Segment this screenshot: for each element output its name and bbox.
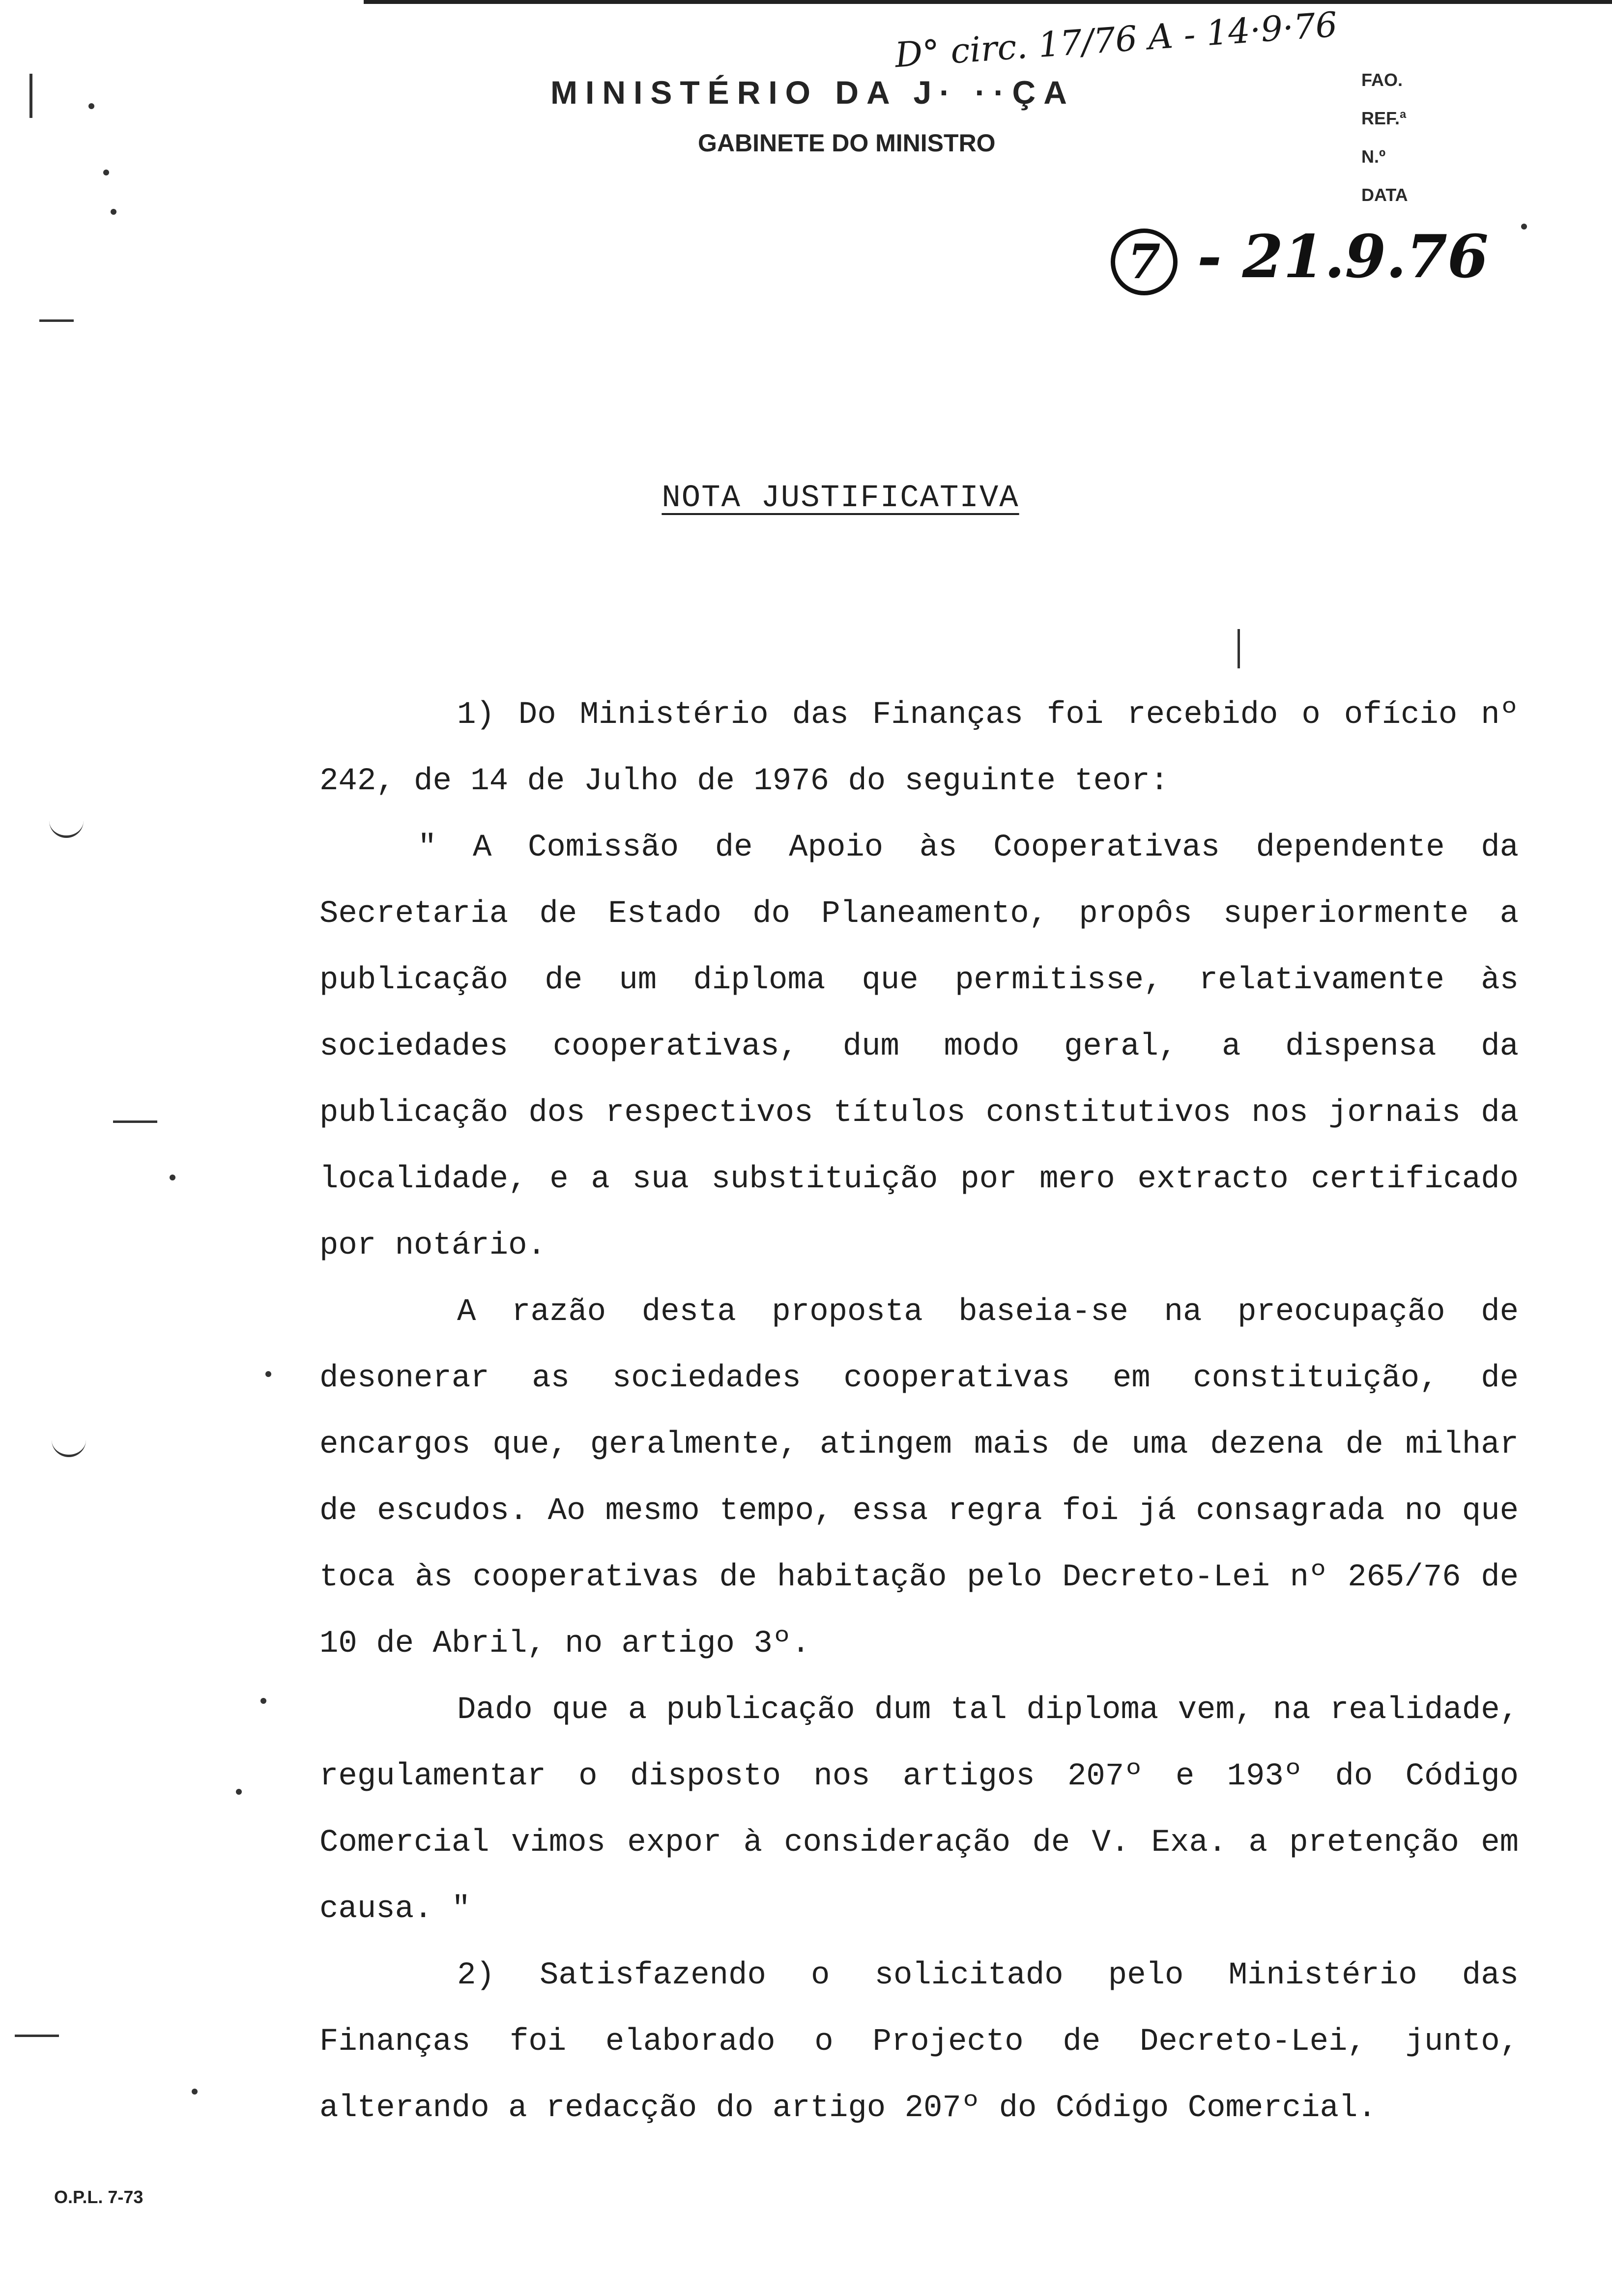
circled-number: 7 (1111, 229, 1178, 295)
label-fao: FAO. (1361, 70, 1403, 90)
scan-artifact (265, 1371, 271, 1377)
ministry-heading: MINISTÉRIO DA J· ··ÇA (550, 74, 1075, 111)
scan-artifact (103, 170, 109, 175)
label-data: DATA (1361, 185, 1408, 205)
label-numero: N.º (1361, 146, 1386, 167)
paragraph-3: A razão desta proposta baseia-se na preocupação de desonerar as sociedades cooperativas em constituição, de encargos que, geralmente, atingem mais de uma dezena de milhar de escudos. Ao mesmo tempo, essa regra foi já consagrada no que toca às cooperativas de habitação pelo Decreto-Lei nº 265/76 de 10 de Abril, no artigo 3º. (319, 1294, 1519, 1662)
scan-artifact (1521, 224, 1527, 230)
cabinet-subheading: GABINETE DO MINISTRO (698, 129, 996, 157)
reference-labels (1361, 61, 1408, 214)
paragraph-1: 1) Do Ministério das Finanças foi recebido o ofício nº 242, de 14 de Julho de 1976 do seguinte teor: (319, 697, 1519, 799)
scan-artifact (113, 1120, 157, 1123)
paragraph-2: " A Comissão de Apoio às Cooperativas dependente da Secretaria de Estado do Planeamento, propôs superiormente a publicação de um diploma que permitisse, relativamente às sociedades cooperativas, dum modo geral, a dispensa da publicação dos respectivos títulos constitutivos nos jornais da localidade, e a sua substituição por mero extracto certificado por notário. (319, 830, 1519, 1263)
scan-artifact (170, 1175, 175, 1180)
date-text: - 21.9.76 (1197, 222, 1489, 291)
scan-artifact (88, 103, 94, 109)
handwritten-reference: D° circ. 17/76 A - 14·9·76 (893, 4, 1339, 76)
scan-artifact (52, 1435, 86, 1457)
document-body (319, 682, 1519, 2142)
handwritten-date (1111, 222, 1489, 295)
scan-artifact (39, 319, 74, 322)
form-code: O.P.L. 7-73 (54, 2187, 144, 2207)
title-text: NOTA JUSTIFICATIVA (662, 481, 1019, 516)
scan-artifact (49, 816, 84, 838)
paragraph-4: Dado que a publicação dum tal diploma vem, na realidade, regulamentar o disposto nos artigos 207º e 193º do Código Comercial vimos expor à consideração de V. Exa. a pretenção em causa. " (319, 1693, 1519, 1927)
paragraph-5: 2) Satisfazendo o solicitado pelo Ministério das Finanças foi elaborado o Projecto de Decreto-Lei, junto, alterando a redacção do artigo 207º do Código Comercial. (319, 1958, 1519, 2126)
scan-artifact (15, 2035, 59, 2037)
top-border-line (364, 0, 1612, 4)
label-ref: REF.ª (1361, 108, 1407, 128)
scan-artifact (29, 74, 32, 118)
scan-artifact (236, 1789, 242, 1795)
scan-artifact (192, 2089, 198, 2095)
scan-artifact (1238, 629, 1240, 668)
scan-artifact (260, 1698, 266, 1704)
document-title (0, 481, 1612, 516)
scan-artifact (111, 209, 116, 215)
